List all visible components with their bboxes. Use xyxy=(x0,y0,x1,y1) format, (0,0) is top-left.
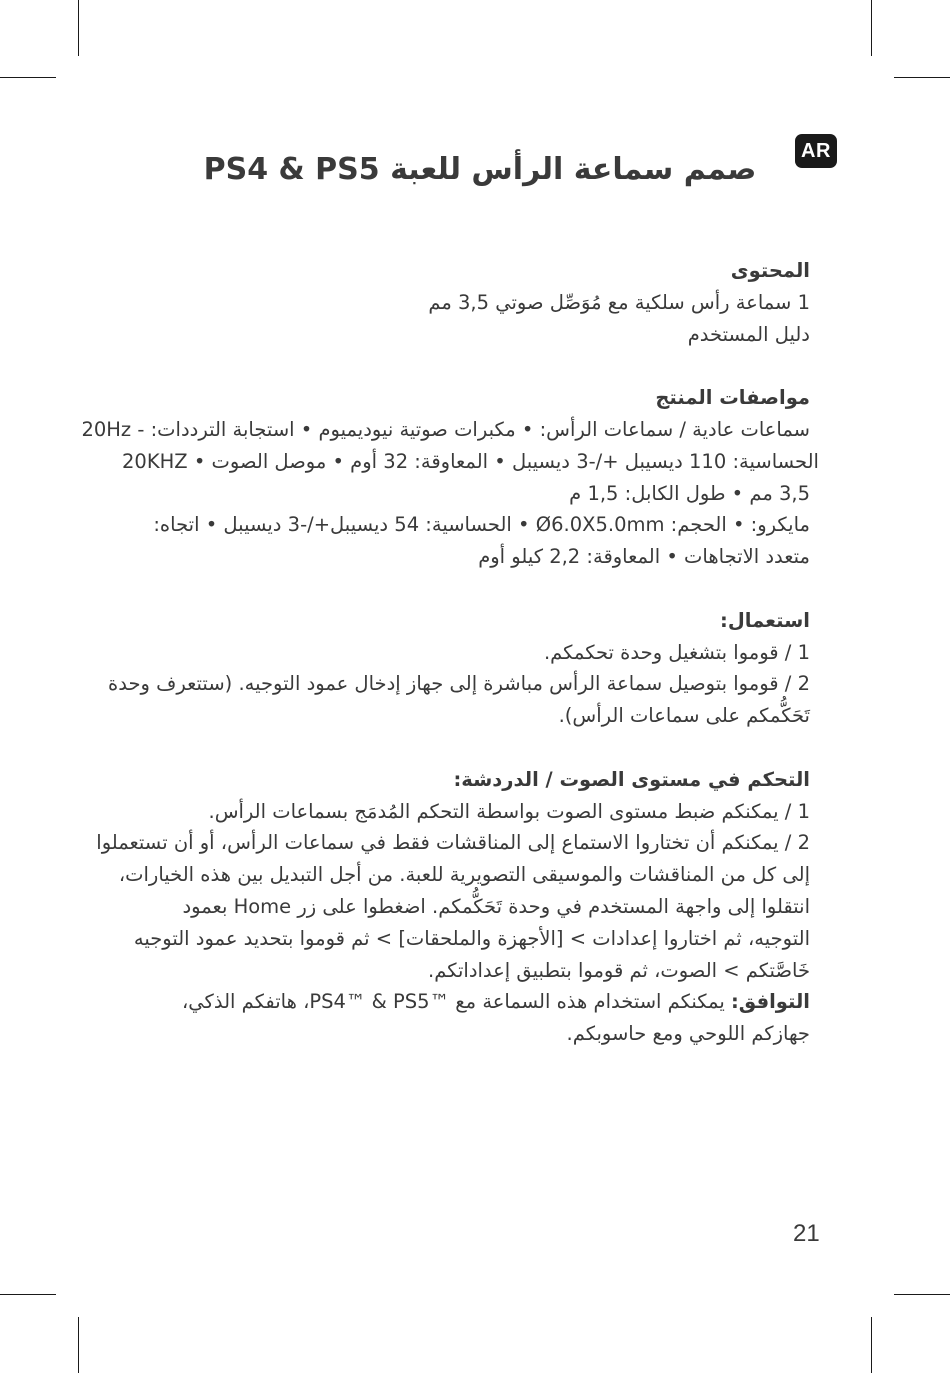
crop-mark-bottom-left-v xyxy=(78,1317,79,1373)
contents-line: دليل المستخدم xyxy=(687,322,810,346)
volume-line: انتقلوا إلى واجهة المستخدم في وحدة تَحَكُّمكم. اضغطوا على زر Home بعمود xyxy=(182,894,810,918)
specs-line: متعدد الاتجاهات • المعاوقة: 2,2 كيلو أوم xyxy=(478,545,810,569)
crop-mark-top-left-h xyxy=(0,77,56,78)
contents-line: 1 سماعة رأس سلكية مع مُوَصِّل صوتي 3,5 مم xyxy=(428,290,810,314)
compat-label: التوافق: xyxy=(730,990,810,1014)
volume-line: 2 / يمكنكم أن تختاروا الاستماع إلى المناقشات فقط في سماعات الرأس، أو أن تستعملوا xyxy=(96,831,810,855)
specs-heading: مواصفات المنتج xyxy=(655,386,810,410)
manual-body xyxy=(81,255,819,1050)
spacer xyxy=(122,350,810,382)
crop-mark-bottom-left-h xyxy=(0,1294,56,1295)
crop-mark-bottom-right-v xyxy=(871,1317,872,1373)
volume-line: إلى كل من المناقشات والموسيقى التصويرية للعبة. من أجل التبديل بين هذه الخيارات، xyxy=(118,863,810,887)
specs-line: 20KHZ • الحساسية: 110 ديسيبل +/-3 ديسيبل • المعاوقة: 32 أوم • موصل الصوت xyxy=(122,449,819,473)
specs-line: سماعات عادية / سماعات الرأس: • مكبرات صوتية نيوديميوم • استجابة الترددات: - 20Hz xyxy=(81,417,810,441)
usage-line: 2 / قوموا بتوصيل سماعة الرأس مباشرة إلى جهاز إدخال عمود التوجيه. (ستتعرف وحدة xyxy=(108,672,810,696)
crop-mark-bottom-right-h xyxy=(894,1294,950,1295)
page-number: 21 xyxy=(793,1220,820,1247)
contents-heading: المحتوى xyxy=(730,259,810,282)
usage-line: 1 / قوموا بتشغيل وحدة تحكمكم. xyxy=(543,640,810,664)
spacer xyxy=(122,573,810,605)
usage-line: تَحَكُّمكم على سماعات الرأس). xyxy=(558,704,810,728)
crop-mark-top-left-v xyxy=(78,0,79,56)
compat-text: يمكنكم استخدام هذه السماعة مع ™PS4™ & PS5، هاتفكم الذكي، xyxy=(182,990,725,1014)
crop-mark-top-right-h xyxy=(894,77,950,78)
specs-line: 3,5 مم • طول الكابل: 1,5 م xyxy=(569,481,810,505)
volume-line: خَاصَّتكم > الصوت، ثم قوموا بتطبيق إعداداتكم. xyxy=(428,958,810,982)
spacer xyxy=(122,732,810,764)
page-title: صمم سماعة الرأس للعبة PS4 & PS5 xyxy=(203,152,757,187)
volume-line: التوجيه، ثم اختاروا إعدادات > [الأجهزة والملحقات] > ثم قوموا بتحديد عمود التوجيه xyxy=(133,926,810,950)
compat-line: جهازكم اللوحي ومع حاسوبكم. xyxy=(566,1022,810,1046)
compat-line xyxy=(122,986,810,1018)
specs-line: مايكرو: • الحجم: Ø6.0X5.0mm • الحساسية: 54 ديسيبل+/-3 ديسيبل • اتجاه: xyxy=(153,513,810,537)
volume-line: 1 / يمكنكم ضبط مستوى الصوت بواسطة التحكم المُدمَج بسماعات الرأس. xyxy=(208,799,810,823)
volume-heading: التحكم في مستوى الصوت / الدردشة: xyxy=(453,767,810,791)
crop-mark-top-right-v xyxy=(871,0,872,56)
usage-heading: استعمال: xyxy=(720,608,810,632)
language-badge: AR xyxy=(795,134,837,168)
